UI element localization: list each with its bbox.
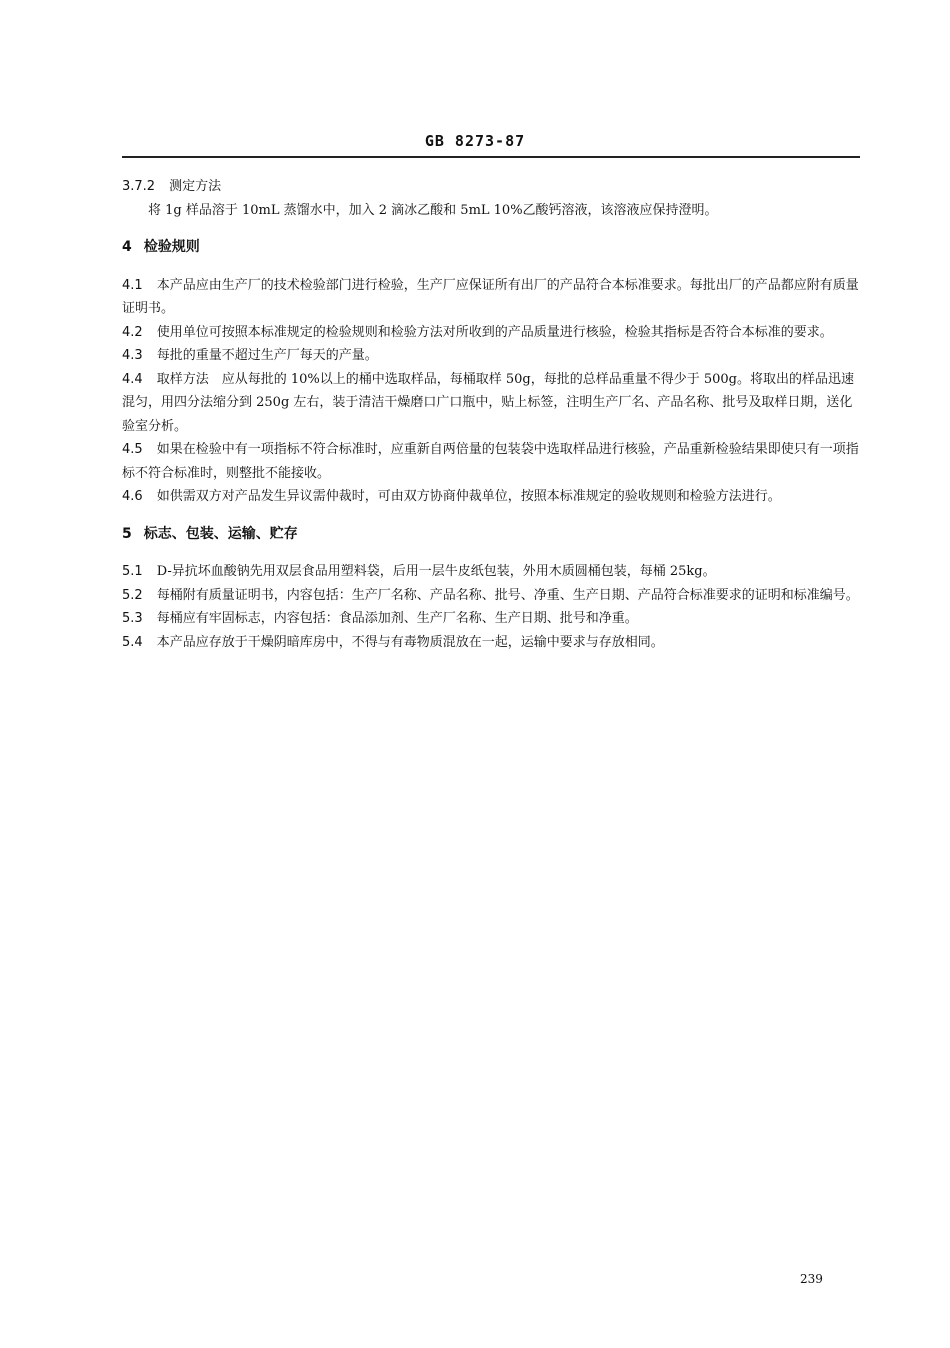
clause-4-4	[122, 368, 860, 439]
clause-5-4	[122, 631, 860, 655]
clause-number: 5.1	[122, 564, 143, 579]
clause-3-7-2-heading	[122, 175, 860, 199]
clause-number: 4.2	[122, 324, 143, 340]
section-5-heading	[122, 523, 860, 547]
clause-text: 每批的重量不超过生产厂每天的产量。	[156, 348, 378, 363]
document-code-header: GB 8273-87	[424, 132, 526, 150]
document-body	[122, 175, 860, 654]
clause-4-1	[122, 274, 860, 321]
clause-number: 4.5	[122, 442, 143, 457]
clause-number: 5.2	[122, 587, 143, 603]
clause-text: 本产品应由生产厂的技术检验部门进行检验，生产厂应保证所有出厂的产品符合本标准要求。每批出厂的产品都应附有质量证明书。	[122, 277, 859, 316]
clause-number: 5.4	[122, 634, 143, 650]
section-title: 标志、包装、运输、贮存	[143, 525, 298, 542]
clause-4-2	[122, 321, 860, 345]
section-number: 5	[122, 525, 132, 542]
clause-number: 4.4	[122, 371, 143, 387]
clause-4-3	[122, 344, 860, 368]
clause-text: 每桶应有牢固标志，内容包括：食品添加剂、生产厂名称、生产日期、批号和净重。	[156, 611, 638, 626]
page-number: 239	[800, 1272, 823, 1286]
clause-4-5	[122, 438, 860, 485]
clause-number: 4.3	[122, 348, 143, 363]
clause-number: 3.7.2	[122, 179, 156, 194]
clause-number: 4.6	[122, 489, 143, 504]
clause-title: 测定方法	[169, 179, 222, 194]
section-4-heading	[122, 236, 860, 260]
clause-5-1	[122, 560, 860, 584]
clause-number: 4.1	[122, 277, 143, 293]
clause-5-3	[122, 607, 860, 631]
clause-text: 每桶附有质量证明书，内容包括：生产厂名称、产品名称、批号、净重、生产日期、产品符合标准要求的证明和标准编号。	[156, 587, 859, 603]
clause-text: 取样方法 应从每批的 10%以上的桶中选取样品，每桶取样 50g，每批的总样品重量不得少于 500g。将取出的样品迅速混匀，用四分法缩分到 250g 左右，装于清洁干燥磨口广口瓶中，贴上标签，注明生产厂名、产品名称、批号及取样日期，送化验室分析。	[122, 371, 854, 434]
clause-text: D-异抗坏血酸钠先用双层食品用塑料袋，后用一层牛皮纸包装，外用木质圆桶包装，每桶 25kg。	[156, 564, 716, 579]
header-rule	[122, 156, 860, 158]
clause-4-6	[122, 485, 860, 509]
section-number: 4	[122, 239, 132, 255]
clause-text: 如果在检验中有一项指标不符合标准时，应重新自两倍量的包装袋中选取样品进行核验，产品重新检验结果即使只有一项指标不符合标准时，则整批不能接收。	[122, 442, 859, 481]
clause-5-2	[122, 584, 860, 608]
clause-3-7-2-body: 将 1g 样品溶于 10mL 蒸馏水中，加入 2 滴冰乙酸和 5mL 10%乙酸钙溶液，该溶液应保持澄明。	[148, 202, 718, 218]
clause-text: 使用单位可按照本标准规定的检验规则和检验方法对所收到的产品质量进行核验，检验其指标是否符合本标准的要求。	[156, 324, 833, 340]
clause-text: 本产品应存放于干燥阴暗库房中，不得与有毒物质混放在一起，运输中要求与存放相同。	[156, 634, 664, 650]
clause-number: 5.3	[122, 611, 143, 626]
section-title: 检验规则	[143, 239, 200, 255]
clause-text: 如供需双方对产品发生异议需仲裁时，可由双方协商仲裁单位，按照本标准规定的验收规则和检验方法进行。	[156, 489, 781, 504]
